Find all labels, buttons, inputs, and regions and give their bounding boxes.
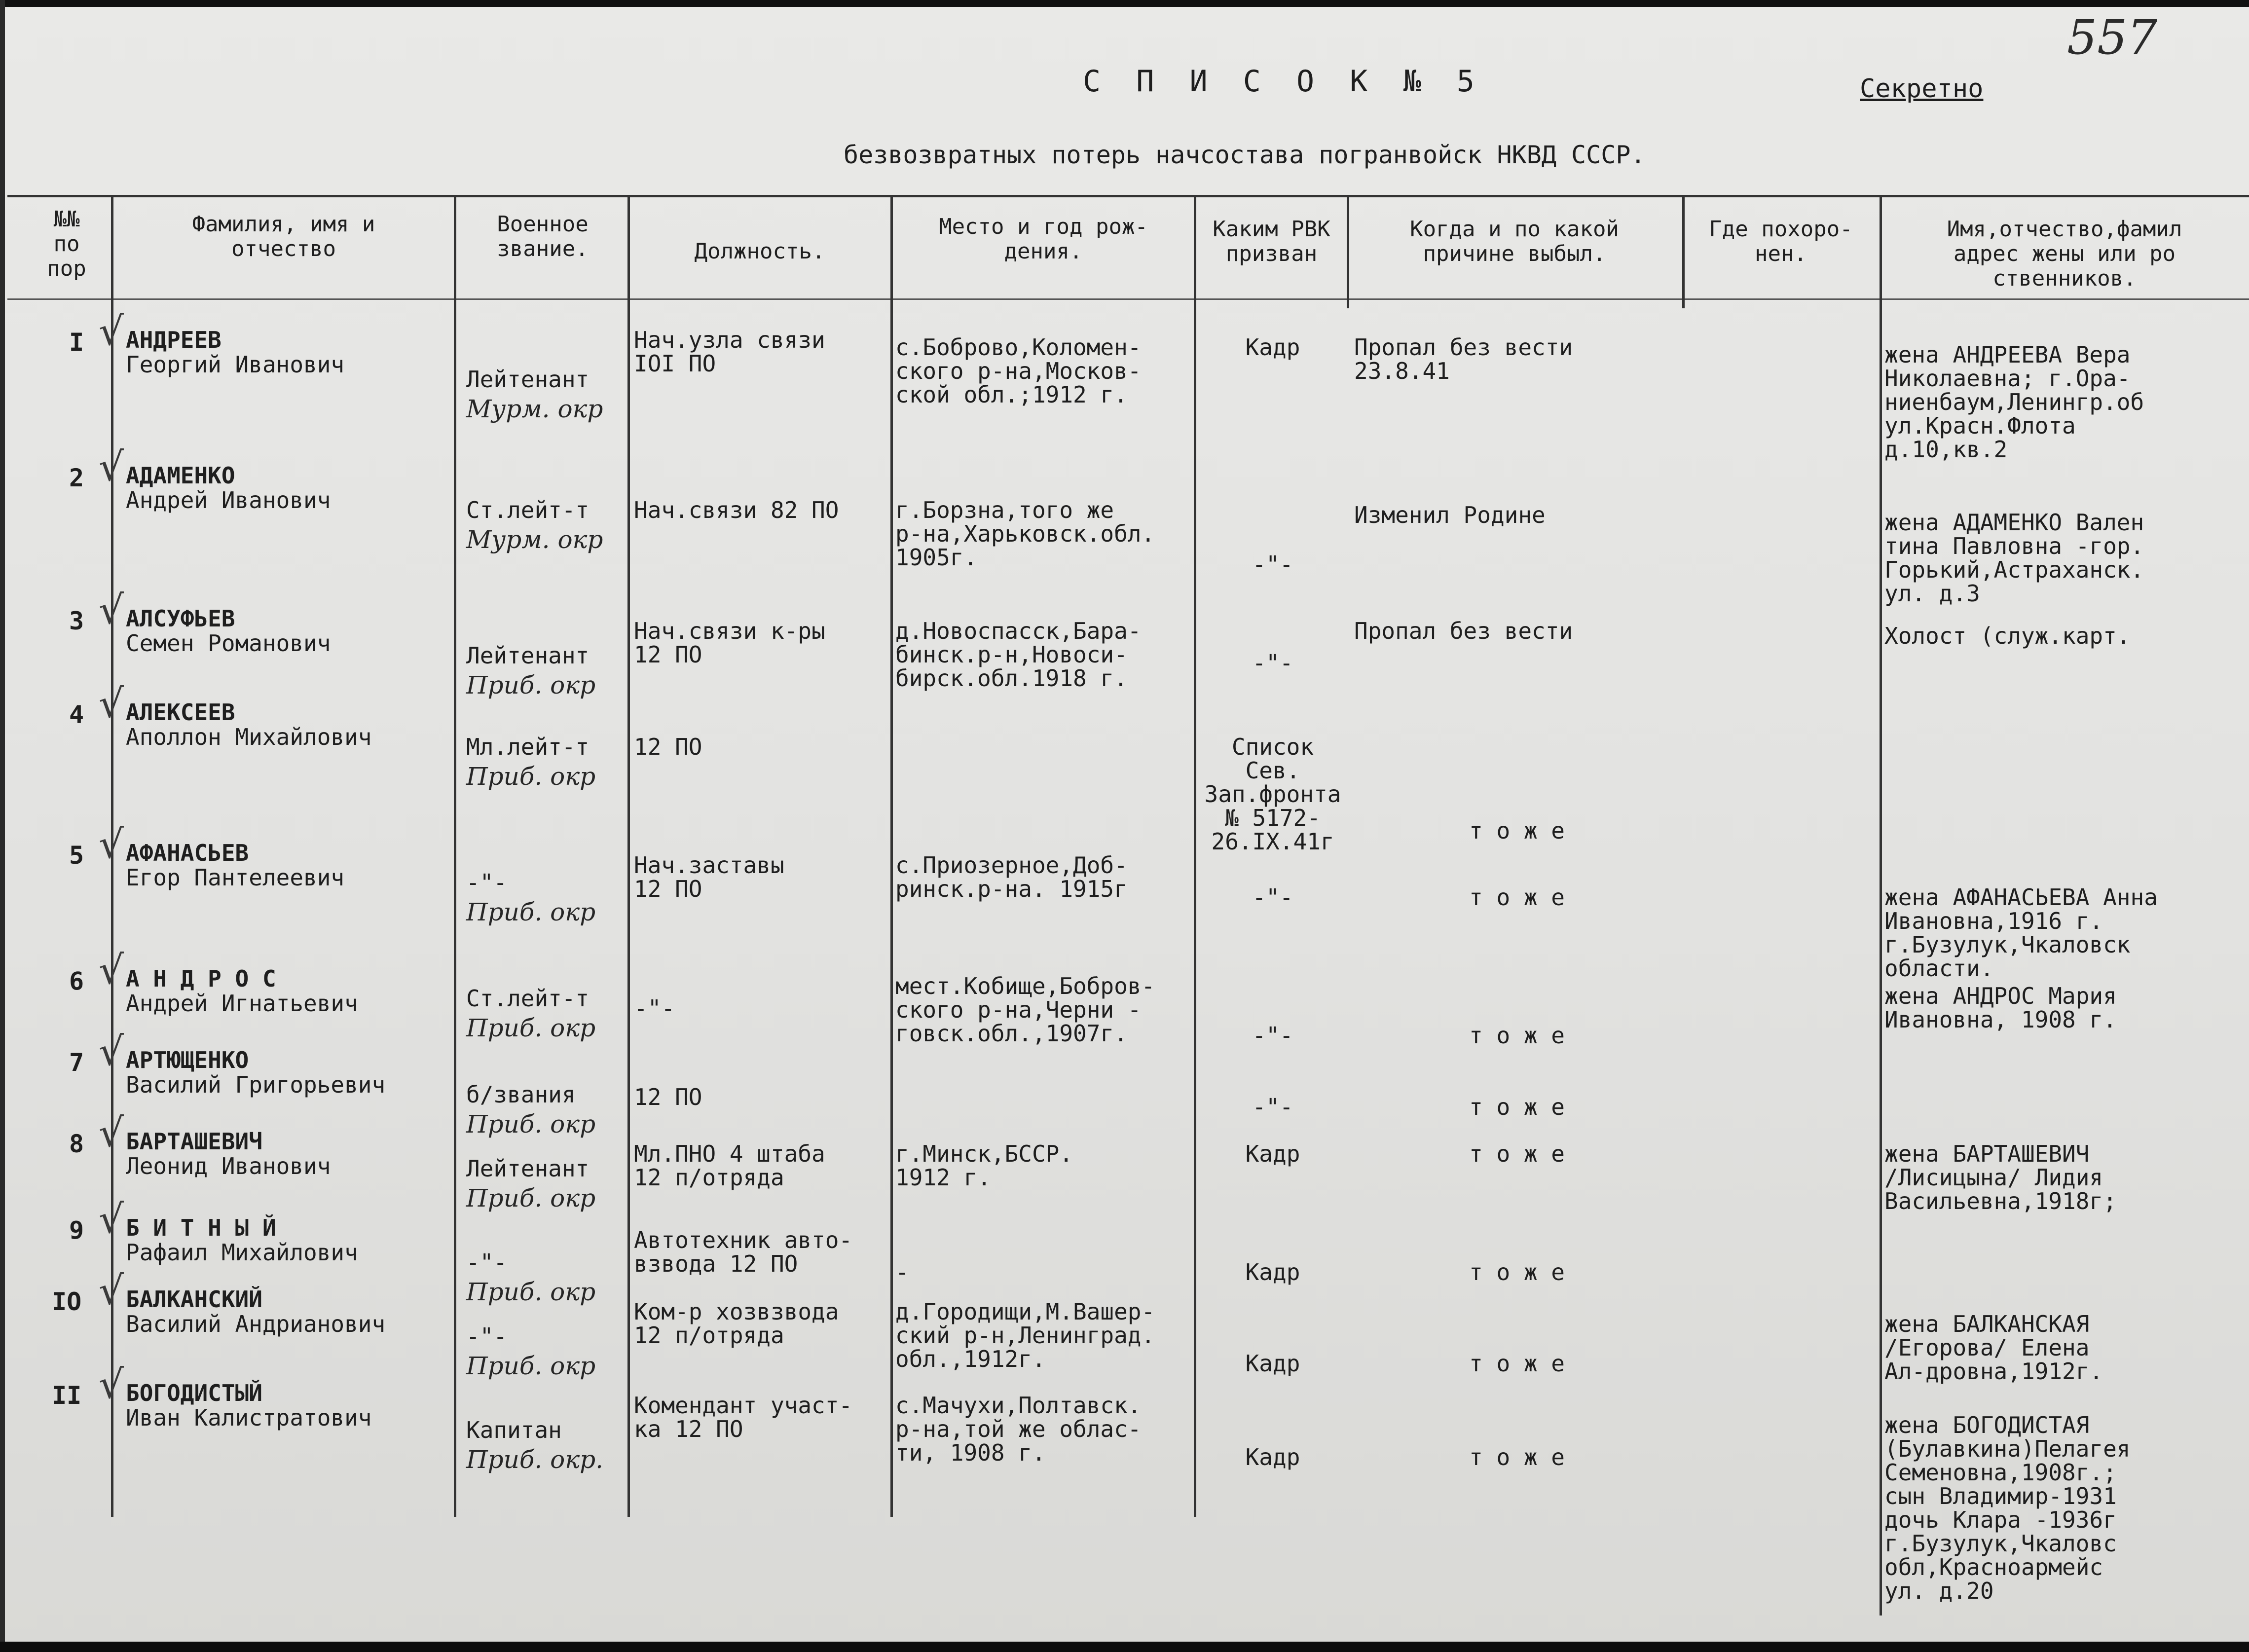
given-name: Иван Калистратович [126,1404,372,1431]
surname: Б И Т Н Ы Й [126,1214,276,1241]
check-mark: √ [99,1196,124,1242]
header-rank: Военное звание. [497,212,589,261]
position: 12 ПО [634,1084,702,1110]
departure-reason: Пропал без вести 23.8.41 [1354,334,1573,384]
handwritten-district: Приб. окр [466,671,596,699]
row-number: 7 [69,1048,84,1077]
given-name: Андрей Иванович [126,487,331,514]
document-subtitle: безвозвратных потерь начсостава погранвойск НКВД СССР. [844,141,1646,169]
table-header-border [7,298,2249,300]
position: Нач.связи к-ры 12 ПО [634,618,825,668]
given-name: Василий Андрианович [126,1311,386,1337]
secret-stamp: Секретно [1860,74,1984,104]
birthplace: с.Боброво,Коломен- ского р-на,Москов- ской обл.;1912 г. [895,334,1142,408]
handwritten-district: Мурм. окр [466,525,603,554]
header-rvk: Каким РВК призван [1213,217,1330,266]
header-buried: Где похоро- нен. [1709,217,1853,266]
relatives-info: жена АДАМЕНКО Вален тина Павловна -гор. Горький,Астраханск. ул. д.3 [1884,509,2144,607]
conscription-office: Кадр [1245,1444,1300,1470]
surname: АФАНАСЬЕВ [126,840,249,866]
column-divider [1347,195,1349,308]
departure-reason: Пропал без вести [1354,618,1573,644]
row-number: 8 [69,1130,84,1158]
surname: АДАМЕНКО [126,462,235,489]
relatives-info: жена БАРТАШЕВИЧ /Лисицына/ Лидия Васильевна,1918г; [1884,1140,2117,1214]
birthplace: д.Городищи,М.Вашер- ский р-н,Ленинград. обл.,1912г. [895,1298,1155,1372]
check-mark: √ [99,587,124,633]
rank: б/звания [466,1081,576,1108]
header-relatives: Имя,отчество,фамил адрес жены или ро ственников. [1947,217,2182,291]
position: Автотехник авто- взвода 12 ПО [634,1227,853,1277]
page-number: 557 [2067,10,2158,65]
scan-edge-left [0,0,5,1652]
departure-reason: Изменил Родине [1354,502,1546,528]
rank: -"- [466,1249,508,1276]
check-mark: √ [99,1268,124,1314]
given-name: Егор Пантелеевич [126,864,345,891]
birthplace: с.Приозерное,Доб- ринск.р-на. 1915г [895,852,1128,902]
scan-edge-bottom [0,1642,2249,1652]
conscription-office: Кадр [1245,1350,1300,1377]
row-number: II [52,1381,82,1410]
check-mark: √ [99,1361,124,1407]
relatives-info: жена БОГОДИСТАЯ (Булавкина)Пелагея Семеновна,1908г.; сын Владимир-1931 дочь Клара -1936г г.Бузулук,Чкаловс обл,Красноармейс ул. д.20 [1884,1412,2131,1604]
conscription-office: -"- [1252,884,1293,911]
given-name: Леонид Иванович [126,1153,331,1179]
birthplace: - [895,1259,909,1285]
given-name: Семен Романович [126,630,331,657]
position: Мл.ПНО 4 штаба 12 п/отряда [634,1140,825,1191]
conscription-office: Кадр [1245,1140,1300,1167]
header-birth: Место и год рож- дения. [939,214,1148,264]
rank: Ст.лейт-т [466,985,590,1012]
row-number: 9 [69,1216,84,1245]
rank: -"- [466,1323,508,1350]
conscription-office: -"- [1252,1094,1293,1120]
birthplace: д.Новоспасск,Бара- бинск.р-н,Новоси- бирск.обл.1918 г. [895,618,1142,692]
departure-reason: т о ж е [1469,1444,1565,1470]
given-name: Георгий Иванович [126,351,345,378]
handwritten-district: Приб. окр [466,898,596,926]
conscription-office: Кадр [1245,334,1300,361]
handwritten-district: Приб. окр [466,1110,596,1138]
row-number: IO [52,1287,82,1316]
position: Нач.связи 82 ПО [634,497,839,523]
check-mark: √ [99,681,124,727]
birthplace: г.Минск,БССР. 1912 г. [895,1140,1073,1191]
surname: БАЛКАНСКИЙ [126,1286,262,1313]
surname: АРТЮЩЕНКО [126,1047,249,1073]
conscription-office: Кадр [1245,1259,1300,1285]
column-divider [890,195,893,1517]
rank: Ст.лейт-т [466,497,590,523]
check-mark: √ [99,444,124,490]
column-divider [1682,195,1685,308]
relatives-info: жена АНДРОС Мария Ивановна, 1908 г. [1884,983,2117,1033]
birthplace: г.Борзна,того же р-на,Харьковск.обл. 1905г. [895,497,1155,571]
relatives-info: жена АНДРЕЕВА Вера Николаевна; г.Ора- ниенбаум,Ленингр.об ул.Красн.Флота д.10,кв.2 [1884,341,2144,463]
rank: Капитан [466,1417,562,1443]
handwritten-district: Приб. окр. [466,1445,603,1474]
handwritten-district: Приб. окр [466,762,596,791]
check-mark: √ [99,1028,124,1074]
departure-reason: т о ж е [1469,1350,1565,1377]
row-number: I [69,328,84,357]
handwritten-district: Приб. окр [466,1184,596,1212]
document-title: С П И С О К № 5 [1083,64,1483,99]
table-top-border [7,195,2249,197]
handwritten-district: Мурм. окр [466,395,603,423]
surname: АЛЕКСЕЕВ [126,699,235,726]
rank: Мл.лейт-т [466,734,590,760]
position: -"- [634,995,675,1022]
handwritten-district: Приб. окр [466,1278,596,1306]
surname: БАРТАШЕВИЧ [126,1128,262,1155]
handwritten-district: Приб. окр [466,1014,596,1042]
column-divider [1194,195,1196,1517]
row-number: 6 [69,967,84,995]
surname: АЛСУФЬЕВ [126,605,235,632]
relatives-info: жена БАЛКАНСКАЯ /Егорова/ Елена Ал-дровна,1912г. [1884,1311,2103,1385]
surname: БОГОДИСТЫЙ [126,1380,262,1406]
given-name: Аполлон Михайлович [126,724,372,750]
row-number: 4 [69,700,84,729]
header-name: Фамилия, имя и отчество [192,212,375,261]
birthplace: мест.Кобище,Бобров- ского р-на,Черни - говск.обл.,1907г. [895,973,1155,1047]
position: Комендант участ- ка 12 ПО [634,1392,853,1442]
departure-reason: т о ж е [1469,817,1565,844]
position: Нач.узла связи IOI ПО [634,327,825,377]
row-number: 5 [69,841,84,870]
header-num: №№ по пор [47,207,86,281]
position: 12 ПО [634,734,702,760]
column-divider [1880,195,1882,1615]
row-number: 2 [69,464,84,492]
column-divider [454,195,456,1517]
relatives-info: жена АФАНАСЬЕВА Анна Ивановна,1916 г. г.Бузулук,Чкаловск области. [1884,884,2158,982]
surname: А Н Д Р О С [126,965,276,992]
relatives-info: Холост (служ.карт. [1884,623,2131,649]
departure-reason: т о ж е [1469,1140,1565,1167]
departure-reason: т о ж е [1469,1094,1565,1120]
surname: АНДРЕЕВ [126,327,221,353]
conscription-office: -"- [1252,551,1293,578]
header-position: Должность. [694,239,825,264]
conscription-office: -"- [1252,650,1293,676]
rank: -"- [466,869,508,896]
rank: Лейтенант [466,1155,590,1182]
position: Нач.заставы 12 ПО [634,852,784,902]
check-mark: √ [99,821,124,867]
row-number: 3 [69,607,84,635]
given-name: Андрей Игнатьевич [126,990,358,1017]
column-divider [627,195,630,1517]
birthplace: с.Мачухи,Полтавск. р-на,той же облас- ти, 1908 г. [895,1392,1142,1466]
conscription-office: Список Сев. Зап.фронта № 5172- 26.IX.41г [1204,734,1341,855]
header-when: Когда и по какой причине выбыл. [1410,217,1619,266]
departure-reason: т о ж е [1469,1022,1565,1049]
given-name: Рафаил Михайлович [126,1239,358,1266]
position: Ком-р хозвзвода 12 п/отряда [634,1298,839,1349]
check-mark: √ [99,308,124,354]
given-name: Василий Григорьевич [126,1071,386,1098]
scan-edge-top [0,0,2249,7]
departure-reason: т о ж е [1469,1259,1565,1285]
rank: Лейтенант [466,366,590,393]
check-mark: √ [99,1110,124,1156]
handwritten-district: Приб. окр [466,1352,596,1380]
conscription-office: -"- [1252,1022,1293,1049]
rank: Лейтенант [466,642,590,669]
departure-reason: т о ж е [1469,884,1565,911]
check-mark: √ [99,947,124,993]
